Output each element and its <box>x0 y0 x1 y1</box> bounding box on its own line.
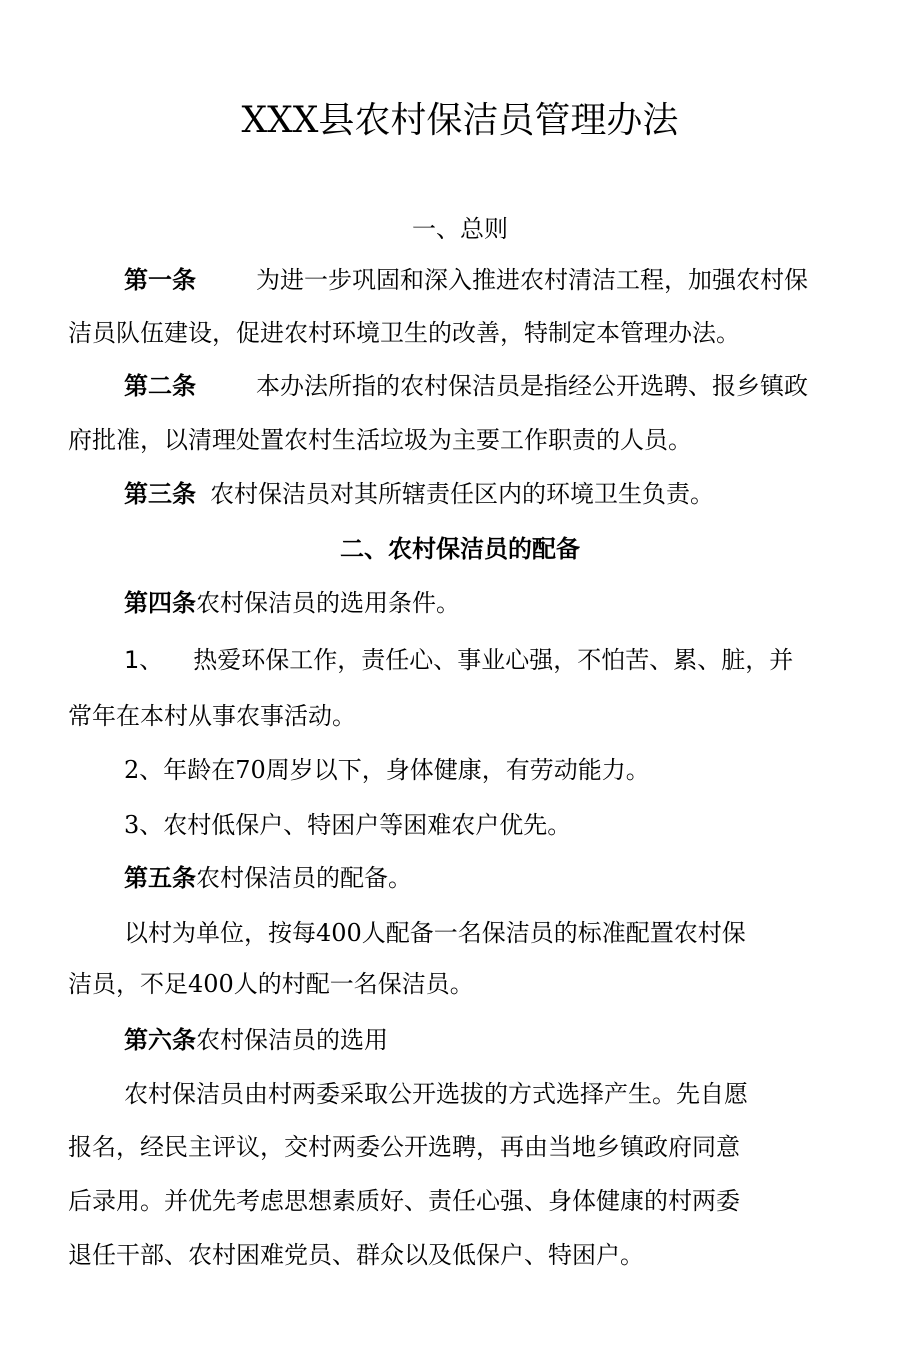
article-1-line-2: 洁员队伍建设，促进农村环境卫生的改善，特制定本管理办法。 <box>68 319 740 347</box>
article-1-line-1 <box>124 263 808 297</box>
article-6-label: 第六条 <box>124 1026 196 1054</box>
article-3-label: 第三条 <box>124 480 196 508</box>
article-1-text-1: 为进一步巩固和深入推进农村清洁工程，加强农村保 <box>256 266 808 294</box>
article-6-para-line-4: 退任干部、农村困难党员、群众以及低保户、特困户。 <box>68 1241 644 1269</box>
item-1-number: 1、 <box>124 646 164 674</box>
article-6-para-line-1: 农村保洁员由村两委采取公开选拔的方式选择产生。先自愿 <box>124 1080 748 1108</box>
document-title: XXX县农村保洁员管理办法 <box>241 100 679 141</box>
article-4-item-3: 3、农村低保户、特困户等困难农户优先。 <box>124 811 572 839</box>
article-2-text-1: 本办法所指的农村保洁员是指经公开选聘、报乡镇政 <box>256 372 808 400</box>
article-3-line <box>124 477 714 511</box>
section-heading-general: 一、总则 <box>412 215 508 243</box>
article-5-text: 农村保洁员的配备。 <box>196 864 412 892</box>
item-1-text-1: 热爱环保工作，责任心、事业心强，不怕苦、累、脏，并 <box>193 646 794 674</box>
article-6-para-line-2: 报名，经民主评议，交村两委公开选聘，再由当地乡镇政府同意 <box>68 1133 740 1161</box>
article-4-item-2: 2、年龄在70周岁以下，身体健康，有劳动能力。 <box>124 756 650 784</box>
article-2-label: 第二条 <box>124 372 196 400</box>
article-6-line <box>124 1023 388 1057</box>
article-2-line-2: 府批准，以清理处置农村生活垃圾为主要工作职责的人员。 <box>68 426 692 454</box>
article-5-line <box>124 861 412 895</box>
article-4-item-1-line-2: 常年在本村从事农事活动。 <box>68 702 356 730</box>
article-6-text: 农村保洁员的选用 <box>196 1026 388 1054</box>
article-6-para-line-3: 后录用。并优先考虑思想素质好、责任心强、身体健康的村两委 <box>68 1187 740 1215</box>
article-5-para-line-2: 洁员，不足400人的村配一名保洁员。 <box>68 970 474 998</box>
article-2-line-1 <box>124 369 808 403</box>
article-3-text: 农村保洁员对其所辖责任区内的环境卫生负责。 <box>210 480 714 508</box>
article-4-line <box>124 586 460 620</box>
article-5-para-line-1: 以村为单位，按每400人配备一名保洁员的标准配置农村保 <box>124 919 746 947</box>
article-4-label: 第四条 <box>124 589 196 617</box>
article-1-label: 第一条 <box>124 266 196 294</box>
article-4-text: 农村保洁员的选用条件。 <box>196 589 460 617</box>
article-4-item-1-line-1 <box>124 643 793 677</box>
section-heading-staffing: 二、农村保洁员的配备 <box>340 535 580 563</box>
article-5-label: 第五条 <box>124 864 196 892</box>
